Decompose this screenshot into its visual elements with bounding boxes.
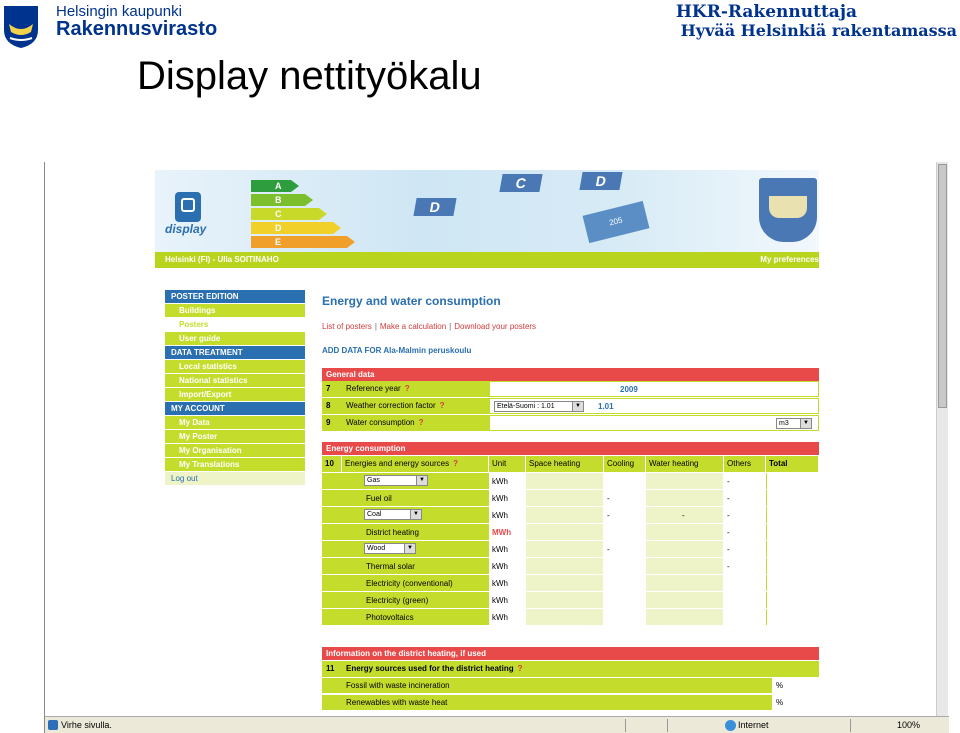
status-text[interactable]: Virhe sivulla. [61, 720, 112, 730]
sidebar [165, 290, 305, 485]
sidebar-item-my-data[interactable]: My Data [165, 416, 305, 429]
water-heating-input[interactable] [646, 558, 724, 574]
energy-source-label: Photovoltaics [342, 609, 489, 625]
total-cell [766, 558, 819, 574]
district-source-label: Fossil with waste incineration [322, 678, 772, 693]
energy-source-select[interactable]: Wood ▼ [364, 543, 416, 554]
help-icon[interactable]: ? [453, 459, 458, 468]
district-heating-title-row [322, 661, 819, 677]
space-heating-input[interactable] [526, 575, 604, 591]
district-percent-input[interactable]: % [772, 678, 819, 693]
space-heating-input[interactable] [526, 524, 604, 540]
water-heating-input[interactable] [646, 490, 724, 506]
energy-source-label: Electricity (green) [342, 592, 489, 608]
unit-cell: kWh [489, 507, 526, 523]
department-name: Rakennusvirasto [56, 18, 218, 40]
energy-source-select[interactable]: Gas ▼ [364, 475, 428, 486]
energy-source-label: Thermal solar [342, 558, 489, 574]
energy-bar-d: D [251, 222, 333, 234]
water-heating-input[interactable] [646, 592, 724, 608]
water-heating-input[interactable] [646, 524, 724, 540]
others-cell[interactable]: - [724, 490, 766, 506]
water-unit-select[interactable]: m3 ▼ [776, 418, 812, 429]
page-banner [155, 170, 819, 252]
others-cell[interactable]: - [724, 473, 766, 489]
general-data-header: General data [322, 368, 819, 381]
table-row [322, 541, 819, 558]
unit-cell: kWh [489, 473, 526, 489]
cooling-cell[interactable] [604, 575, 646, 591]
energy-bar-c: C [251, 208, 319, 220]
unit-cell: kWh [489, 490, 526, 506]
energy-source-select[interactable]: Coal ▼ [364, 509, 422, 520]
col-water-heating: Water heating [646, 456, 724, 472]
others-cell[interactable]: - [724, 507, 766, 523]
total-cell [766, 592, 819, 608]
row-label: Water consumption ? [342, 415, 489, 431]
globe-icon [725, 720, 736, 731]
cooling-cell[interactable] [604, 524, 646, 540]
city-name: Helsingin kaupunki [56, 3, 182, 20]
district-heating-title: Energy sources used for the district heating ? [342, 661, 819, 677]
others-cell[interactable] [724, 609, 766, 625]
action-links: List of posters | Make a calculation | Download your posters [322, 322, 537, 331]
col-total: Total [766, 456, 819, 472]
scrollbar-thumb[interactable] [938, 164, 947, 408]
banner-tag-c: C [499, 174, 542, 192]
total-cell [766, 541, 819, 557]
unit-cell: kWh [489, 541, 526, 557]
sidebar-section-data-treatment: DATA TREATMENT [165, 346, 305, 359]
water-heating-input[interactable] [646, 575, 724, 591]
table-row [322, 524, 819, 541]
sidebar-item-national-statistics[interactable]: National statistics [165, 374, 305, 387]
total-cell [766, 609, 819, 625]
energy-bar-e: E [251, 236, 347, 248]
vertical-scrollbar[interactable] [936, 162, 948, 716]
unit-cell: MWh [489, 524, 526, 540]
zoom-level[interactable]: 100% [897, 720, 921, 730]
total-cell [766, 524, 819, 540]
row-number: 7 [322, 381, 342, 397]
cooling-cell[interactable] [604, 592, 646, 608]
sidebar-item-posters[interactable]: Posters [165, 318, 305, 331]
others-cell[interactable] [724, 575, 766, 591]
help-icon[interactable]: ? [418, 418, 424, 427]
my-preferences-link[interactable]: My preferences [760, 255, 819, 264]
table-row [322, 609, 819, 626]
unit-cell: kWh [489, 609, 526, 625]
space-heating-input[interactable] [526, 541, 604, 557]
water-heating-input[interactable] [646, 609, 724, 625]
others-cell[interactable] [724, 592, 766, 608]
help-icon[interactable]: ? [404, 384, 410, 393]
display-logo-text: display [165, 222, 207, 236]
energy-bar-b: B [251, 194, 305, 206]
table-row [322, 558, 819, 575]
cooling-cell[interactable] [604, 473, 646, 489]
sidebar-item-my-poster[interactable]: My Poster [165, 430, 305, 443]
others-cell[interactable]: - [724, 541, 766, 557]
general-row-weather-correction [322, 398, 819, 414]
table-row [322, 678, 819, 694]
col-energy-sources: Energies and energy sources ? [342, 456, 489, 472]
others-cell[interactable]: - [724, 524, 766, 540]
space-heating-input[interactable] [526, 490, 604, 506]
sidebar-item-my-translations[interactable]: My Translations [165, 458, 305, 471]
helsinki-crest-small-icon [759, 178, 817, 242]
row-number: 8 [322, 398, 342, 414]
page-title: Energy and water consumption [322, 294, 501, 308]
security-zone: Internet [738, 720, 769, 730]
help-icon[interactable]: ? [439, 401, 445, 410]
col-others: Others [724, 456, 766, 472]
download-posters-link[interactable]: Download your posters [454, 322, 537, 331]
space-heating-input[interactable] [526, 609, 604, 625]
total-cell [766, 473, 819, 489]
cooling-cell[interactable] [604, 558, 646, 574]
logout-link[interactable]: Log out [165, 472, 305, 485]
space-heating-input[interactable] [526, 592, 604, 608]
list-of-posters-link[interactable]: List of posters [322, 322, 372, 331]
table-row [322, 592, 819, 609]
helsinki-crest-icon [2, 4, 40, 50]
water-heating-input[interactable] [646, 473, 724, 489]
table-row [322, 575, 819, 592]
energy-consumption-header: Energy consumption [322, 442, 819, 455]
district-heating-header: Information on the district heating, if used [322, 647, 819, 660]
user-bar [155, 252, 819, 268]
general-row-reference-year [322, 381, 819, 397]
total-cell [766, 490, 819, 506]
brand-name: HKR-Rakennuttaja [675, 2, 857, 22]
col-number: 10 [322, 456, 342, 472]
unit-cell: kWh [489, 575, 526, 591]
row-number: 11 [322, 661, 342, 677]
sidebar-item-import-export[interactable]: Import/Export [165, 388, 305, 401]
banner-label-card: 205 [583, 201, 650, 243]
col-unit: Unit [489, 456, 526, 472]
energy-source-label: Fuel oil [342, 490, 489, 506]
help-icon[interactable]: ? [517, 664, 523, 673]
reference-year-field[interactable] [489, 381, 819, 397]
slide-title: Display nettityökalu [137, 54, 482, 98]
sidebar-item-my-organisation[interactable]: My Organisation [165, 444, 305, 457]
status-divider [625, 719, 626, 732]
banner-tag-d1: D [413, 198, 456, 216]
weather-factor-value: 1.01 [598, 402, 614, 411]
warning-icon[interactable] [48, 720, 58, 730]
col-space-heating: Space heating [526, 456, 604, 472]
table-row [322, 473, 819, 490]
sidebar-item-local-statistics[interactable]: Local statistics [165, 360, 305, 373]
sidebar-item-user-guide[interactable]: User guide [165, 332, 305, 345]
space-heating-input[interactable] [526, 473, 604, 489]
current-user: Helsinki (FI) - Ulla SOITINAHO [165, 255, 279, 264]
energy-source-label: District heating [342, 524, 489, 540]
space-heating-input[interactable] [526, 507, 604, 523]
district-percent-input[interactable]: % [772, 695, 819, 710]
row-label: Weather correction factor ? [342, 398, 489, 414]
status-divider [850, 719, 851, 732]
web-page [155, 170, 835, 716]
unit-cell: kWh [489, 592, 526, 608]
total-cell [766, 575, 819, 591]
space-heating-input[interactable] [526, 558, 604, 574]
others-cell[interactable]: - [724, 558, 766, 574]
cooling-cell[interactable]: - [604, 541, 646, 557]
sidebar-item-buildings[interactable]: Buildings [165, 304, 305, 317]
reference-year-value: 2009 [620, 385, 638, 394]
banner-tag-d2: D [579, 172, 622, 190]
weather-region-select[interactable]: Etelä-Suomi : 1.01 ▼ [494, 401, 584, 412]
status-divider [667, 719, 668, 732]
water-heating-input[interactable] [646, 541, 724, 557]
water-consumption-field[interactable] [489, 415, 819, 431]
weather-correction-field [489, 398, 819, 414]
main-content [322, 294, 819, 707]
sidebar-section-my-account: MY ACCOUNT [165, 402, 305, 415]
unit-cell: kWh [489, 558, 526, 574]
water-heating-input[interactable]: - [646, 507, 724, 523]
table-row [322, 507, 819, 524]
add-data-heading: ADD DATA FOR Ala-Malmin peruskoulu [322, 346, 472, 355]
general-row-water-consumption [322, 415, 819, 431]
energy-source-label: Electricity (conventional) [342, 575, 489, 591]
district-source-label: Renewables with waste heat [322, 695, 772, 710]
row-label: Reference year ? [342, 381, 489, 397]
make-calculation-link[interactable]: Make a calculation [379, 322, 447, 331]
status-bar [45, 716, 949, 733]
browser-window [44, 162, 948, 733]
sidebar-section-poster-edition: POSTER EDITION [165, 290, 305, 303]
energy-table-header [322, 456, 819, 472]
table-row [322, 490, 819, 507]
brand-slogan: Hyvää Helsinkiä rakentamassa [680, 21, 957, 40]
energy-bar-a: A [251, 180, 291, 192]
row-number: 9 [322, 415, 342, 431]
cooling-cell[interactable]: - [604, 507, 646, 523]
display-logo-icon[interactable] [175, 192, 201, 222]
table-row [322, 695, 819, 711]
total-cell [766, 507, 819, 523]
cooling-cell[interactable] [604, 609, 646, 625]
cooling-cell[interactable]: - [604, 490, 646, 506]
col-cooling: Cooling [604, 456, 646, 472]
